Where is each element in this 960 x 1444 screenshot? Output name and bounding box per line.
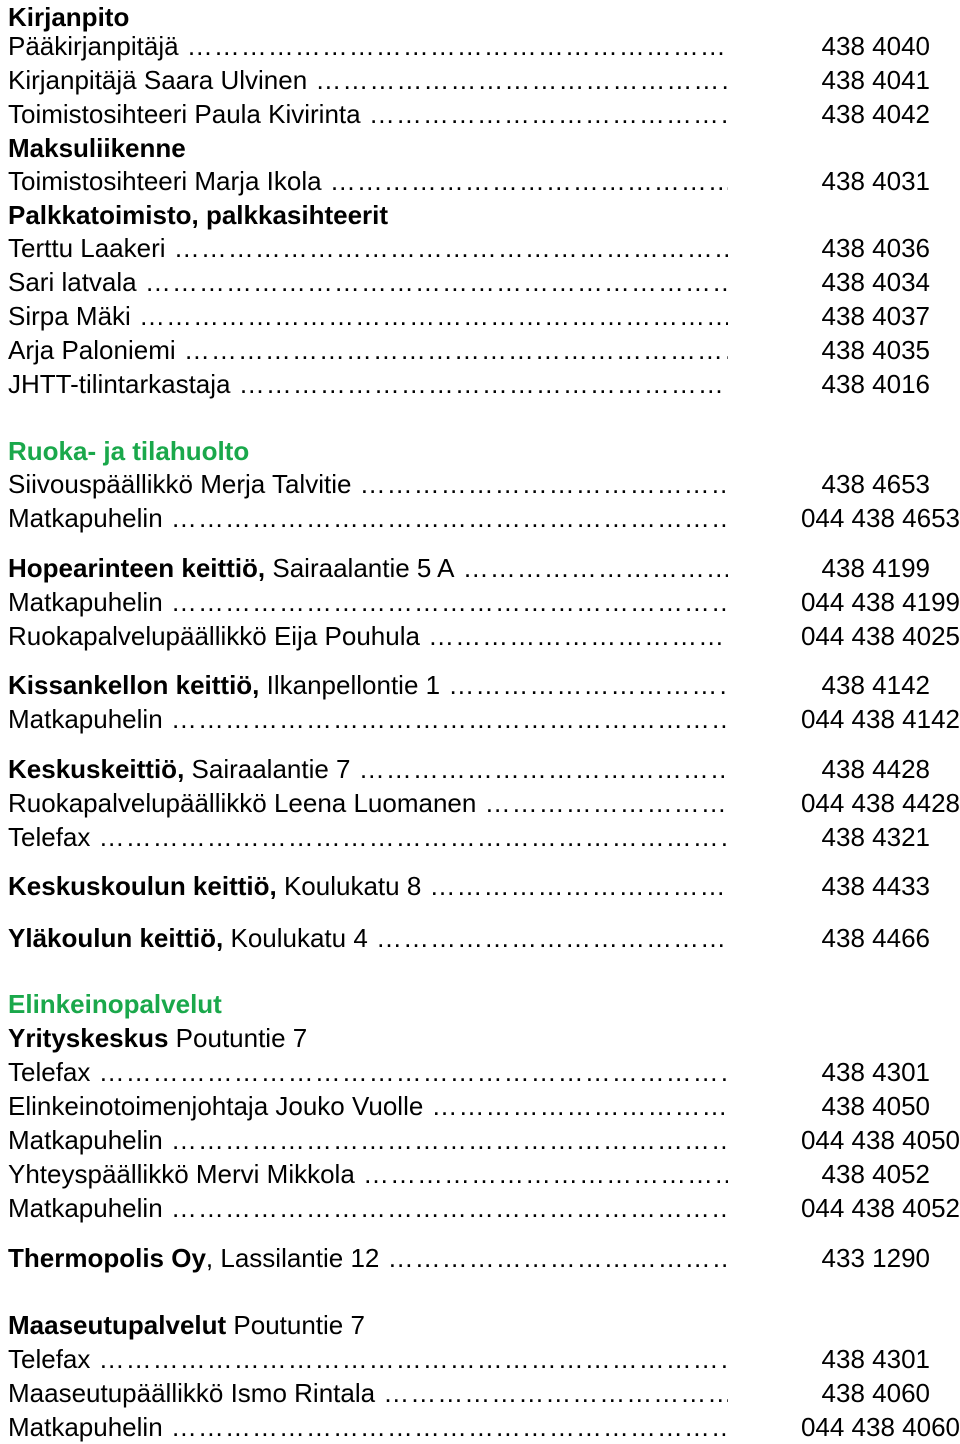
entry-text: Sirpa Mäki (8, 301, 131, 331)
phone-number: 044 438 4060 (800, 1412, 960, 1442)
entry-text: Telefax (8, 1344, 91, 1374)
phone-number: 438 4042 (821, 99, 930, 129)
entry-label (8, 164, 728, 198)
phone-number: 438 4016 (821, 369, 930, 399)
entry-text: Poutuntie 7 (226, 1310, 365, 1340)
entry-text: Toimistosihteeri Marja Ikola (8, 166, 322, 196)
bold-title: Maksuliikenne (8, 133, 186, 163)
phone-number: 438 4428 (821, 754, 930, 784)
entry-label (8, 668, 728, 702)
entry-label (8, 131, 728, 165)
phone-number: 438 4034 (821, 267, 930, 297)
directory-entry (8, 702, 960, 736)
entry-label (8, 1123, 728, 1157)
entry-text: Matkapuhelin (8, 704, 163, 734)
directory-entry (8, 869, 960, 903)
entry-label (8, 1089, 728, 1123)
entry-label (8, 1308, 728, 1342)
bold-title: Kirjanpito (8, 2, 130, 32)
directory-entry (8, 1157, 960, 1191)
phone-number: 438 4301 (821, 1344, 930, 1374)
entry-label (8, 585, 728, 619)
entry-text: JHTT-tilintarkastaja (8, 369, 231, 399)
section-heading (8, 434, 960, 468)
entry-label (8, 702, 728, 736)
entry-label (8, 63, 728, 97)
entry-text: Ruokapalvelupäällikkö Leena Luomanen (8, 788, 477, 818)
phone-number: 438 4037 (821, 301, 930, 331)
phone-number: 438 4433 (821, 871, 930, 901)
entry-label (8, 1241, 728, 1275)
entry-text: Koulukatu 8 (276, 871, 422, 901)
entry-text: Poutuntie 7 (168, 1023, 308, 1053)
entry-text: Sairaalantie 5 A (265, 553, 455, 583)
entry-label (8, 1410, 728, 1444)
entry-label (8, 1191, 728, 1225)
phone-number: 044 438 4199 (800, 587, 960, 617)
entry-text: Matkapuhelin (8, 503, 163, 533)
directory-entry (8, 1410, 960, 1444)
entry-text: Matkapuhelin (8, 1193, 163, 1223)
green-section-title: Ruoka- ja tilahuolto (8, 436, 250, 466)
phone-number: 044 438 4142 (800, 704, 960, 734)
phone-number: 438 4653 (821, 469, 930, 499)
section-heading (8, 1021, 960, 1055)
entry-label (8, 299, 728, 333)
directory-entry (8, 1241, 960, 1275)
entry-label (8, 1157, 728, 1191)
phone-number: 438 4321 (821, 822, 930, 852)
phone-number: 044 438 4653 (800, 503, 960, 533)
directory-entry (8, 231, 960, 265)
entry-label (8, 434, 728, 468)
entry-text: Toimistosihteeri Paula Kivirinta (8, 99, 361, 129)
phone-number: 438 4040 (821, 31, 930, 61)
entry-label (8, 752, 728, 786)
entry-text: Sairaalantie 7 (184, 754, 351, 784)
phone-number: 044 438 4050 (800, 1125, 960, 1155)
directory-entry (8, 585, 960, 619)
entry-label (8, 551, 728, 585)
bold-title: Keskuskeittiö, (8, 754, 185, 784)
phone-number: 438 4199 (821, 553, 930, 583)
bold-title: Kissankellon keittiö, (8, 670, 260, 700)
section-heading (8, 1308, 960, 1342)
entry-label (8, 265, 728, 299)
entry-label (8, 333, 728, 367)
phone-number: 433 1290 (821, 1243, 930, 1273)
entry-label (8, 1376, 728, 1410)
directory-entry (8, 63, 960, 97)
entry-text: Kirjanpitäjä Saara Ulvinen (8, 65, 308, 95)
entry-label (8, 820, 728, 854)
phone-number: 438 4031 (821, 166, 930, 196)
directory-entry (8, 1055, 960, 1089)
section-heading (8, 987, 960, 1021)
entry-text: , Lassilantie 12 (205, 1243, 380, 1273)
bold-title: Yläkoulun keittiö, (8, 923, 224, 953)
entry-text: Matkapuhelin (8, 1125, 163, 1155)
entry-label (8, 367, 728, 401)
entry-text: Maaseutupäällikkö Ismo Rintala (8, 1378, 376, 1408)
section-heading (8, 198, 960, 232)
phone-number: 438 4036 (821, 233, 930, 263)
green-section-title: Elinkeinopalvelut (8, 989, 222, 1019)
phone-number: 438 4035 (821, 335, 930, 365)
directory-entry (8, 820, 960, 854)
entry-label (8, 1055, 728, 1089)
entry-text: Telefax (8, 822, 91, 852)
directory-entry (8, 1123, 960, 1157)
entry-label (8, 198, 728, 232)
bold-title: Keskuskoulun keittiö, (8, 871, 277, 901)
phone-number: 438 4466 (821, 923, 930, 953)
entry-label (8, 869, 728, 903)
entry-label (8, 1342, 728, 1376)
entry-label (8, 501, 728, 535)
phone-number: 438 4301 (821, 1057, 930, 1087)
entry-label (8, 619, 728, 653)
entry-label (8, 231, 728, 265)
entry-label (8, 1021, 728, 1055)
entry-label (8, 987, 728, 1021)
directory-entry (8, 265, 960, 299)
directory-entry (8, 668, 960, 702)
entry-label (8, 29, 728, 63)
directory-entry (8, 501, 960, 535)
phone-number: 044 438 4052 (800, 1193, 960, 1223)
entry-text: Ilkanpellontie 1 (259, 670, 441, 700)
directory-entry (8, 467, 960, 501)
bold-title: Palkkatoimisto, palkkasihteerit (8, 200, 389, 230)
entry-text: Yhteyspäällikkö Mervi Mikkola (8, 1159, 355, 1189)
phone-number: 438 4041 (821, 65, 930, 95)
section-heading (8, 131, 960, 165)
directory-entry (8, 367, 960, 401)
bold-title: Hopearinteen keittiö, (8, 553, 266, 583)
entry-label (8, 467, 728, 501)
phone-number: 044 438 4428 (800, 788, 960, 818)
directory-entry (8, 1089, 960, 1123)
directory-entry (8, 164, 960, 198)
directory-entry (8, 752, 960, 786)
directory-entry (8, 299, 960, 333)
bold-title: Thermopolis Oy (8, 1243, 206, 1273)
entry-text: Siivouspäällikkö Merja Talvitie (8, 469, 352, 499)
directory-entry (8, 921, 960, 955)
phone-number: 044 438 4025 (800, 621, 960, 651)
entry-text: Sari latvala (8, 267, 137, 297)
phone-number: 438 4050 (821, 1091, 930, 1121)
entry-text: Ruokapalvelupäällikkö Eija Pouhula (8, 621, 420, 651)
entry-text: Telefax (8, 1057, 91, 1087)
entry-text: Koulukatu 4 (223, 923, 368, 953)
entry-label (8, 97, 728, 131)
phone-number: 438 4052 (821, 1159, 930, 1189)
directory-entry (8, 333, 960, 367)
directory-entry (8, 619, 960, 653)
bold-title: Yrityskeskus (8, 1023, 169, 1053)
entry-label (8, 921, 728, 955)
entry-text: Matkapuhelin (8, 1412, 163, 1442)
phone-number: 438 4142 (821, 670, 930, 700)
directory-entry (8, 551, 960, 585)
directory-entry (8, 97, 960, 131)
directory-entry (8, 1191, 960, 1225)
entry-text: Elinkeinotoimenjohtaja Jouko Vuolle (8, 1091, 424, 1121)
entry-text: Arja Paloniemi (8, 335, 176, 365)
directory-entry (8, 1342, 960, 1376)
phone-number: 438 4060 (821, 1378, 930, 1408)
bold-title: Maaseutupalvelut (8, 1310, 227, 1340)
directory-entry (8, 29, 960, 63)
directory-entry (8, 786, 960, 820)
directory-entry (8, 1376, 960, 1410)
entry-text: Terttu Laakeri (8, 233, 166, 263)
entry-text: Matkapuhelin (8, 587, 163, 617)
entry-text: Pääkirjanpitäjä (8, 31, 179, 61)
entry-label (8, 786, 728, 820)
